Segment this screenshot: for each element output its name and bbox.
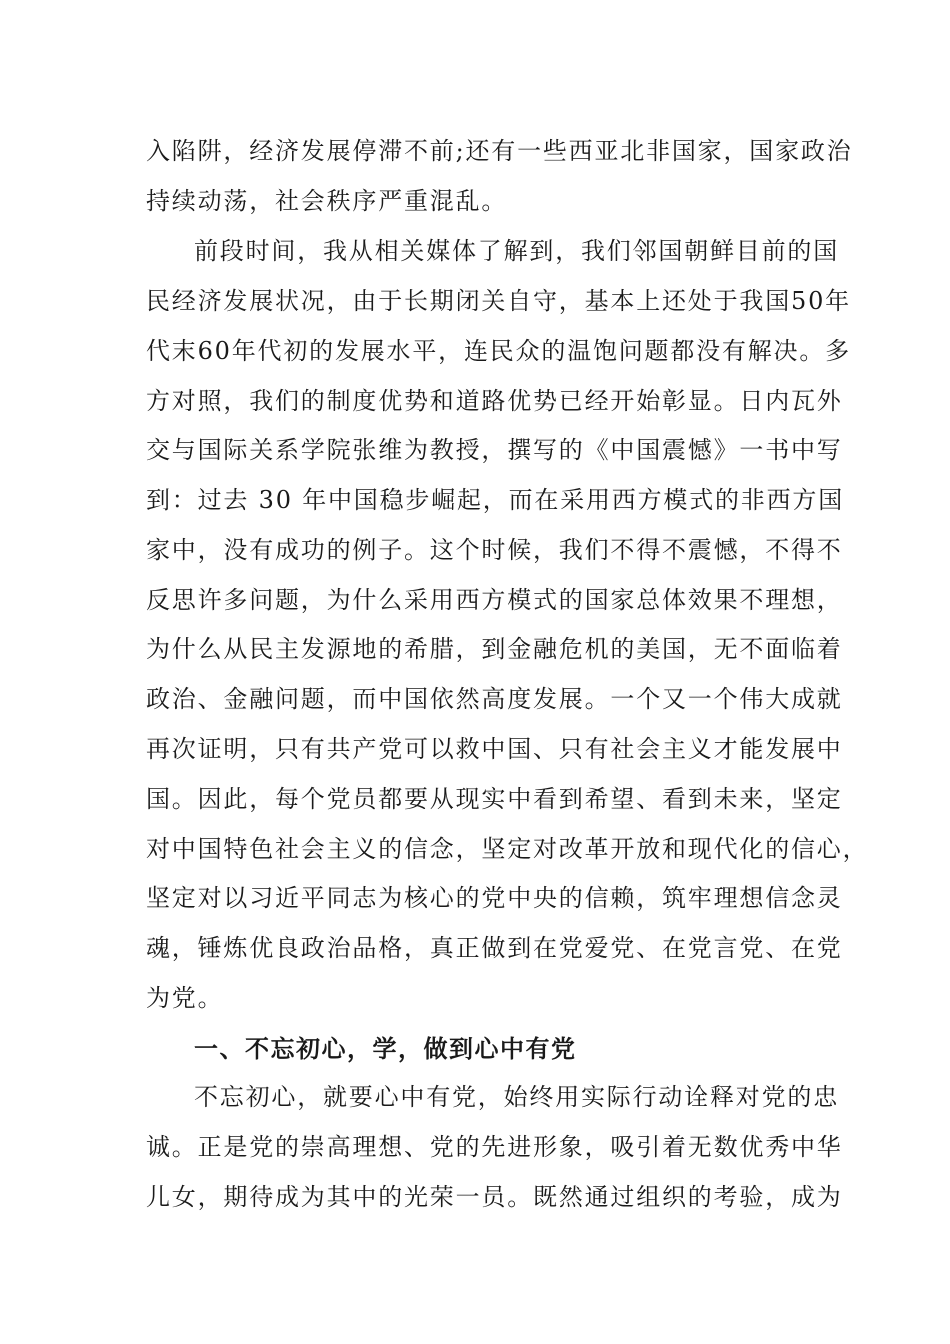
paragraph-first-line: 前段时间，我从相关媒体了解到，我们邻国朝鲜目前的国: [194, 237, 839, 265]
text-line: 交与国际关系学院张维为教授，撰写的《中国震憾》一书中写: [146, 436, 843, 464]
text-line: 儿女，期待成为其中的光荣一员。既然通过组织的考验，成为: [146, 1183, 843, 1211]
section-heading: 一、不忘初心，学，做到心中有党: [194, 1035, 577, 1063]
text-line: 方对照，我们的制度优势和道路优势已经开始彰显。日内瓦外: [146, 387, 843, 415]
text-line: 再次证明，只有共产党可以救中国、只有社会主义才能发展中: [146, 735, 843, 763]
text-line: 政治、金融问题，而中国依然高度发展。一个又一个伟大成就: [146, 685, 843, 713]
text-line: 国。因此，每个党员都要从现实中看到希望、看到未来，坚定: [146, 785, 843, 813]
text-line: 对中国特色社会主义的信念，坚定对改革开放和现代化的信心，: [146, 835, 869, 863]
text-line: 为什么从民主发源地的希腊，到金融危机的美国，无不面临着: [146, 635, 843, 663]
text-line: 家中，没有成功的例子。这个时候，我们不得不震憾，不得不: [146, 536, 843, 564]
text-line: 代末60年代初的发展水平，连民众的温饱问题都没有解决。多: [146, 337, 851, 365]
text-line: 魂，锤炼优良政治品格，真正做到在党爱党、在党言党、在党: [146, 934, 843, 962]
text-line: 持续动荡，社会秩序严重混乱。: [146, 187, 508, 215]
paragraph-first-line: 不忘初心，就要心中有党，始终用实际行动诠释对党的忠: [194, 1083, 839, 1111]
text-line: 反思许多问题，为什么采用西方模式的国家总体效果不理想，: [146, 586, 843, 614]
text-line: 民经济发展状况，由于长期闭关自守，基本上还处于我国50年: [146, 287, 851, 315]
text-line: 坚定对以习近平同志为核心的党中央的信赖，筑牢理想信念灵: [146, 884, 843, 912]
text-line: 到：过去 30 年中国稳步崛起，而在采用西方模式的非西方国: [146, 486, 844, 514]
text-line: 诚。正是党的崇高理想、党的先进形象，吸引着无数优秀中华: [146, 1133, 843, 1161]
text-line: 入陷阱，经济发展停滞不前;还有一些西亚北非国家，国家政治: [146, 137, 853, 165]
text-line: 为党。: [146, 984, 224, 1012]
